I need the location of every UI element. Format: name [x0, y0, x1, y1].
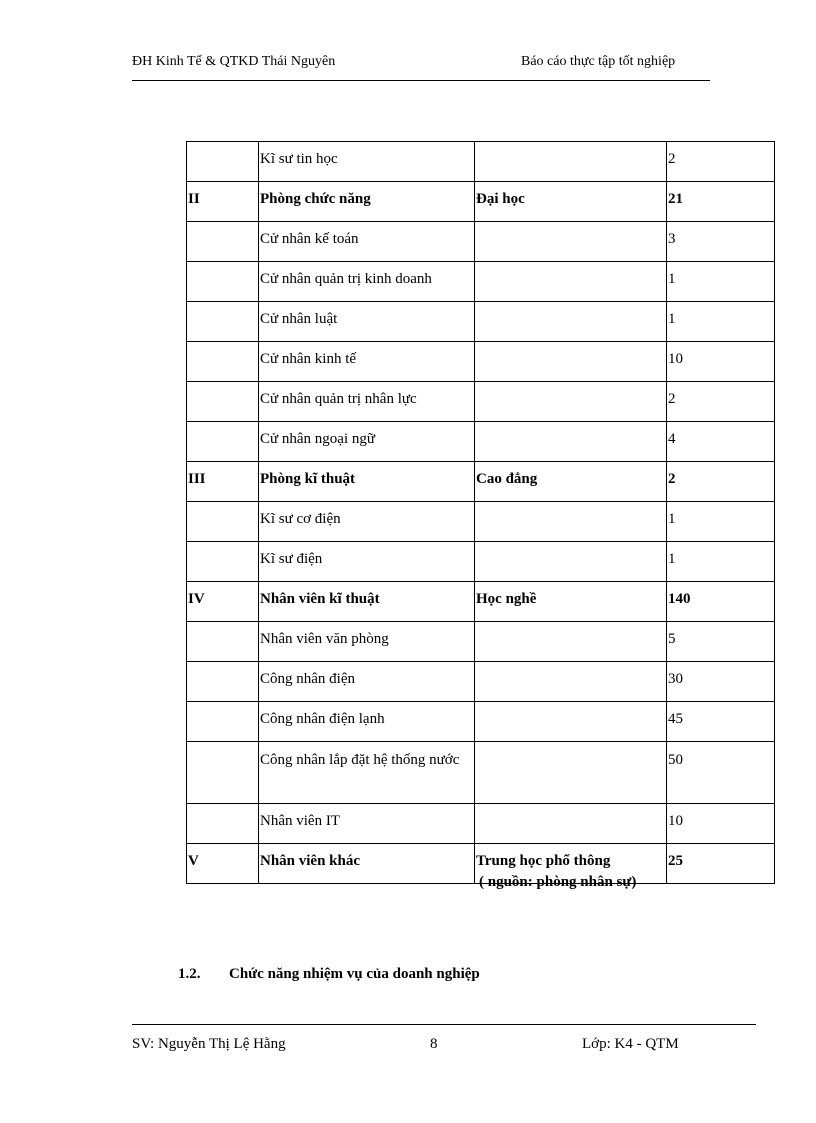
cell-number [187, 702, 259, 742]
cell-number [187, 262, 259, 302]
cell-count: 21 [667, 182, 775, 222]
cell-number [187, 622, 259, 662]
table-row [187, 502, 775, 542]
cell-number [187, 502, 259, 542]
cell-level [475, 702, 667, 742]
cell-number [187, 542, 259, 582]
cell-count: 4 [667, 422, 775, 462]
cell-name: Kĩ sư cơ điện [259, 502, 475, 542]
cell-number [187, 382, 259, 422]
footer-student: SV: Nguyễn Thị Lệ Hằng [132, 1036, 286, 1052]
cell-name: Cử nhân kế toán [259, 222, 475, 262]
cell-number: III [187, 462, 259, 502]
cell-level: Trung học phổ thông [475, 844, 667, 884]
cell-name: Phòng chức năng [259, 182, 475, 222]
table-row [187, 142, 775, 182]
table-row [187, 542, 775, 582]
staff-table-body [187, 142, 775, 884]
cell-level [475, 262, 667, 302]
cell-level [475, 742, 667, 804]
cell-name: Công nhân điện lạnh [259, 702, 475, 742]
cell-number [187, 804, 259, 844]
header-school: ĐH Kinh Tế & QTKD Thái Nguyên [132, 54, 336, 69]
table-row [187, 462, 775, 502]
cell-number [187, 662, 259, 702]
table-row [187, 182, 775, 222]
cell-name: Cử nhân luật [259, 302, 475, 342]
cell-count: 50 [667, 742, 775, 804]
cell-number [187, 222, 259, 262]
cell-count: 2 [667, 462, 775, 502]
cell-count: 1 [667, 542, 775, 582]
cell-level [475, 302, 667, 342]
cell-level [475, 342, 667, 382]
cell-number: IV [187, 582, 259, 622]
cell-count: 3 [667, 222, 775, 262]
footer-divider [132, 1024, 756, 1025]
header-report-title: Báo cáo thực tập tốt nghiệp [521, 54, 676, 69]
table-row [187, 622, 775, 662]
cell-level [475, 222, 667, 262]
cell-count: 30 [667, 662, 775, 702]
cell-number [187, 342, 259, 382]
cell-level [475, 502, 667, 542]
cell-name: Nhân viên IT [259, 804, 475, 844]
section-number: 1.2. [178, 966, 201, 982]
cell-name: Phòng kĩ thuật [259, 462, 475, 502]
cell-level [475, 422, 667, 462]
footer-class: Lớp: K4 - QTM [582, 1036, 679, 1052]
cell-name: Nhân viên khác [259, 844, 475, 884]
cell-level: Đại học [475, 182, 667, 222]
table-row [187, 742, 775, 804]
cell-name: Cử nhân kinh tế [259, 342, 475, 382]
cell-number [187, 142, 259, 182]
table-row [187, 422, 775, 462]
cell-count: 10 [667, 342, 775, 382]
table-row [187, 662, 775, 702]
source-note: ( nguồn: phòng nhân sự) [479, 874, 637, 890]
section-title: Chức năng nhiệm vụ của doanh nghiệp [229, 966, 480, 982]
staff-table [186, 141, 775, 884]
table-row [187, 262, 775, 302]
cell-level [475, 382, 667, 422]
cell-count: 1 [667, 262, 775, 302]
cell-name: Công nhân lắp đặt hệ thống nước [259, 742, 475, 804]
cell-level [475, 542, 667, 582]
cell-number: V [187, 844, 259, 884]
cell-count: 5 [667, 622, 775, 662]
cell-level [475, 662, 667, 702]
cell-count: 140 [667, 582, 775, 622]
table-row [187, 222, 775, 262]
cell-name: Nhân viên văn phòng [259, 622, 475, 662]
header-divider [132, 80, 710, 81]
page-number: 8 [430, 1036, 438, 1052]
cell-level: Cao đẳng [475, 462, 667, 502]
table-row [187, 804, 775, 844]
cell-count: 1 [667, 302, 775, 342]
cell-name: Cử nhân quản trị nhân lực [259, 382, 475, 422]
cell-name: Kĩ sư điện [259, 542, 475, 582]
cell-number [187, 742, 259, 804]
cell-level [475, 804, 667, 844]
cell-name: Cử nhân ngoại ngữ [259, 422, 475, 462]
cell-count: 45 [667, 702, 775, 742]
table-row [187, 702, 775, 742]
cell-level [475, 622, 667, 662]
table-row [187, 582, 775, 622]
cell-count: 2 [667, 142, 775, 182]
table-row [187, 382, 775, 422]
cell-name: Nhân viên kĩ thuật [259, 582, 475, 622]
cell-level: Học nghề [475, 582, 667, 622]
cell-count: 25 [667, 844, 775, 884]
cell-number [187, 302, 259, 342]
table-row [187, 302, 775, 342]
cell-name: Công nhân điện [259, 662, 475, 702]
cell-count: 2 [667, 382, 775, 422]
cell-count: 1 [667, 502, 775, 542]
cell-count: 10 [667, 804, 775, 844]
cell-level [475, 142, 667, 182]
cell-name: Cử nhân quản trị kinh doanh [259, 262, 475, 302]
table-row [187, 342, 775, 382]
cell-number [187, 422, 259, 462]
cell-name: Kĩ sư tin học [259, 142, 475, 182]
cell-number: II [187, 182, 259, 222]
